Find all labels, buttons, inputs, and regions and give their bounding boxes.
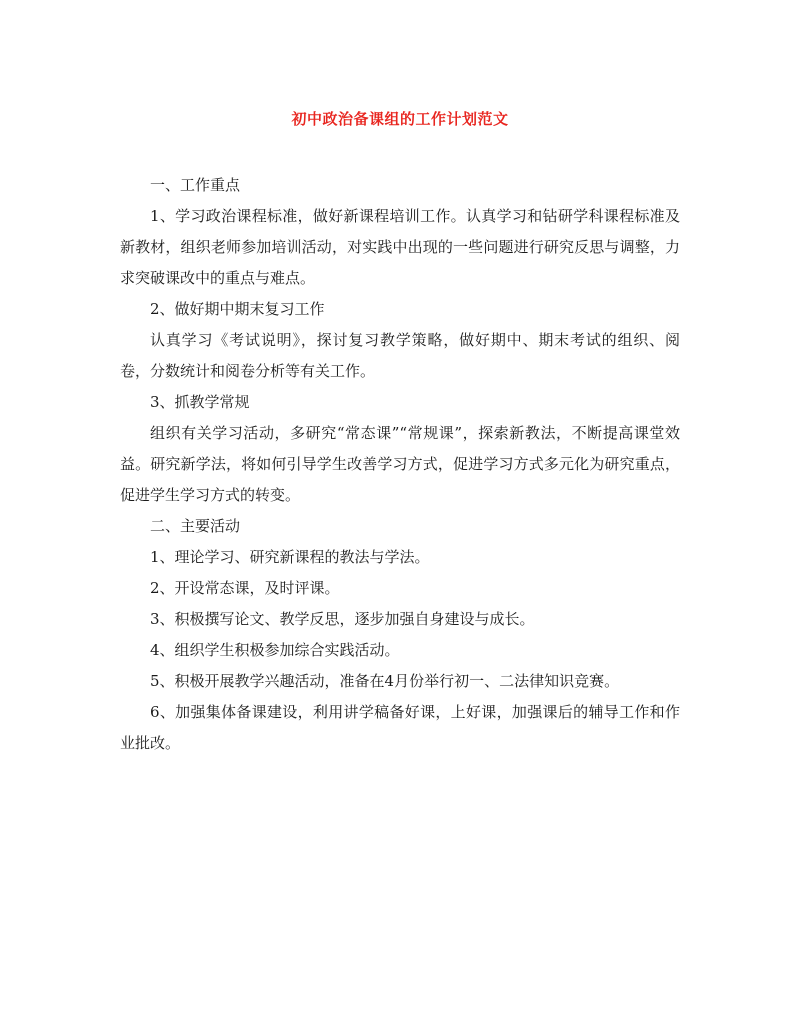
activity-item-5: 5、积极开展教学兴趣活动，准备在4月份举行初一、二法律知识竞赛。 [150, 672, 620, 690]
paragraph-review-work: 认真学习《考试说明》，探讨复习教学策略，做好期中、期末考试的组织、阅卷，分数统计和阅卷分析等有关工作。 [120, 331, 680, 380]
activity-item-2: 2、开设常态课，及时评课。 [150, 579, 340, 597]
paragraph-teaching-routine: 组织有关学习活动，多研究“常态课”“常规课”，探索新教法，不断提高课堂效益。研究新学法，将如何引导学生改善学习方式，促进学习方式多元化为研究重点，促进学生学习方式的转变。 [120, 424, 680, 504]
document-title: 初中政治备课组的工作计划范文 [291, 110, 509, 128]
activity-item-6: 6、加强集体备课建设，利用讲学稿备好课，上好课，加强课后的辅导工作和作业批改。 [120, 703, 680, 752]
paragraph-item-2: 2、做好期中期末复习工作 [150, 300, 325, 318]
document-body [120, 170, 680, 759]
activity-item-1: 1、理论学习、研究新课程的教法与学法。 [150, 548, 430, 566]
section-heading-main-activities: 二、主要活动 [150, 517, 241, 535]
paragraph-item-1: 1、学习政治课程标准，做好新课程培训工作。认真学习和钻研学科课程标准及新教材，组织老师参加培训活动，对实践中出现的一些问题进行研究反思与调整，力求突破课改中的重点与难点。 [120, 207, 680, 287]
activity-item-3: 3、积极撰写论文、教学反思，逐步加强自身建设与成长。 [150, 610, 535, 628]
paragraph-item-3: 3、抓教学常规 [150, 393, 250, 411]
activity-item-4: 4、组织学生积极参加综合实践活动。 [150, 641, 400, 659]
section-heading-work-focus: 一、工作重点 [150, 176, 241, 194]
